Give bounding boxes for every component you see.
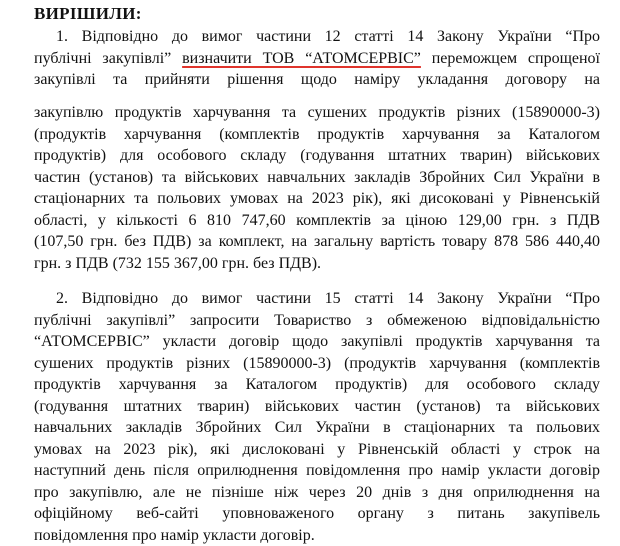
paragraph-line: закупівлю продуктів харчування та сушених продуктів різних (15890000-3): [34, 102, 600, 124]
paragraph-line: про закупівлю, але не пізніше ніж через 20 днів з дня оприлюднення на: [34, 482, 600, 504]
decision-paragraph-2: [34, 288, 600, 546]
paragraph-line: офіційному веб-сайті уповноваженого органу з питань закупівель: [34, 503, 600, 525]
decision-paragraph-1-continued: [34, 102, 600, 274]
paragraph-line: умовах на 2023 рік), які дислоковані у Рівненській області у строк на: [34, 439, 600, 461]
paragraph-line: наступний день після оприлюднення повідомлення про намір укласти договір: [34, 460, 600, 482]
decision-paragraph-1-top: [34, 26, 600, 91]
highlighted-winner-text: визначити ТОВ “АТОМСЕРВІС”: [182, 50, 421, 67]
paragraph-line: (107,50 грн. без ПДВ) за комплект, на загальну вартість товару 878 586 440,40: [34, 231, 600, 253]
paragraph-line: (продуктів харчування (комплектів продуктів харчування за Каталогом: [34, 124, 600, 146]
paragraph-line: повідомлення про намір укласти договір.: [34, 525, 600, 546]
paragraph-line: області, у кількості 6 810 747,60 комплектів за ціною 129,00 грн. з ПДВ: [34, 210, 600, 232]
paragraph-line: продуктів харчування за Каталогом продуктів) для особового складу: [34, 374, 600, 396]
paragraph-text: публічні закупівлі”: [34, 50, 182, 67]
paragraph-line: продуктів) для особового складу (годування штатних тварин) військових: [34, 145, 600, 167]
decision-heading: ВИРІШИЛИ:: [34, 4, 142, 24]
paragraph-line: закупівлі та прийняти рішення щодо наміру укладання договору на: [34, 69, 600, 91]
paragraph-line: 2. Відповідно до вимог частини 15 статті 14 Закону України “Про: [34, 288, 600, 310]
paragraph-line: грн. з ПДВ (732 155 367,00 грн. без ПДВ).: [34, 253, 600, 275]
paragraph-line: публічні закупівлі” запросити Товариство з обмеженою відповідальністю: [34, 310, 600, 332]
paragraph-line: навчальних закладів Збройних Сил України в стаціонарних та польових: [34, 417, 600, 439]
paragraph-line: стаціонарних та польових умовах на 2023 рік), які дисоковані у Рівненській: [34, 188, 600, 210]
paragraph-line: (годування штатних тварин) військових частин (установ) та військових: [34, 396, 600, 418]
paragraph-line: сушених продуктів різних (15890000-3) (продуктів харчування (комплектів: [34, 353, 600, 375]
paragraph-line: частин (установ) та військових навчальних закладів Збройних Сил України в: [34, 167, 600, 189]
paragraph-line: [34, 48, 600, 70]
paragraph-line: 1. Відповідно до вимог частини 12 статті 14 Закону України “Про: [34, 26, 600, 48]
paragraph-text: переможцем спрощеної: [421, 50, 600, 67]
paragraph-line: “АТОМСЕРВІС” укласти договір щодо закупівлі продуктів харчування та: [34, 331, 600, 353]
